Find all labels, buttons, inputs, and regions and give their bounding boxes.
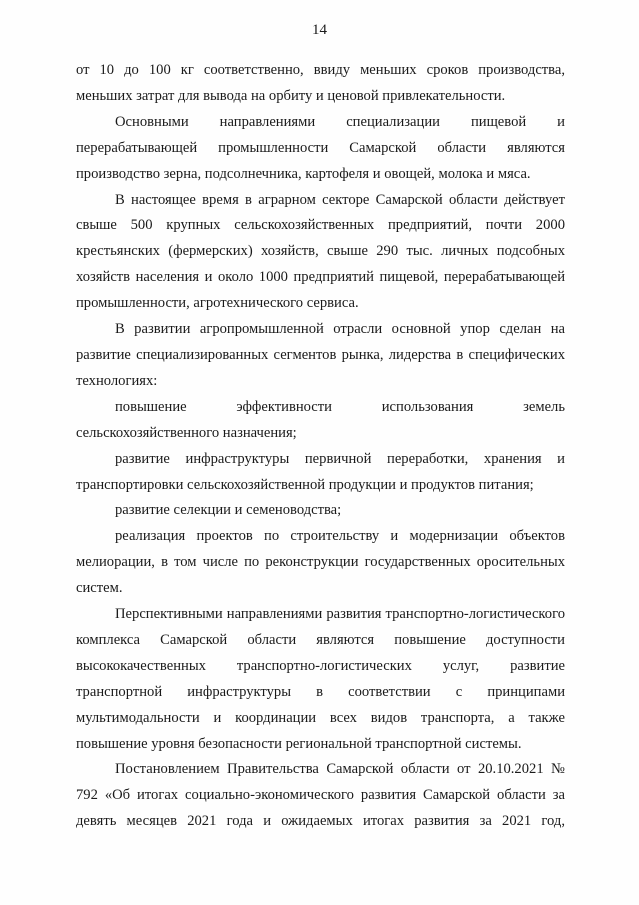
- list-item-infrastructure: развитие инфраструктуры первичной переработки, хранения и транспортировки сельскохозяйственной продукции и продуктов питания;: [76, 450, 565, 493]
- paragraph-government-decree: Постановлением Правительства Самарской области от 20.10.2021 № 792 «Об итогах социально-экономического развития Самарской области за девять месяцев 2021 года и ожидаемых итогах развития за 2021 год,: [76, 761, 565, 830]
- paragraph-agrarian-sector: В настоящее время в аграрном секторе Самарской области действует свыше 500 крупных сельскохозяйственных предприятий, почти 2000 крестьянских (фермерских) хозяйств, свыше 290 тыс. личных подсобных хозяйств населения и около 1000 предприятий пищевой, перерабатывающей промышленности, агротехнического сервиса.: [76, 191, 565, 312]
- list-item-melioration: реализация проектов по строительству и модернизации объектов мелиорации, в том числе по реконструкции государственных оросительных систем.: [76, 528, 565, 597]
- body-text: [76, 58, 565, 835]
- paragraph-orbit-continuation: от 10 до 100 кг соответственно, ввиду меньших сроков производства, меньших затрат для вывода на орбиту и ценовой привлекательности.: [76, 62, 565, 104]
- paragraph-agro-development: В развитии агропромышленной отрасли основной упор сделан на развитие специализированных сегментов рынка, лидерства в специфических технологиях:: [76, 321, 565, 389]
- list-item-land-efficiency: повышение эффективности использования земель сельскохозяйственного назначения;: [76, 398, 565, 441]
- paragraph-transport-logistics: Перспективными направлениями развития транспортно-логистического комплекса Самарской области являются повышение доступности высококачественных транспортно-логистических услуг, развитие транспортной инфраструктуры в соответствии с принципами мультимодальности и координации всех видов транспорта, а также повышение уровня безопасности региональной транспортной системы.: [76, 606, 565, 752]
- paragraph-food-industry: Основными направлениями специализации пищевой и перерабатывающей промышленности Самарской области являются производство зерна, подсолнечника, картофеля и овощей, молока и мяса.: [76, 113, 565, 182]
- page-number: 14: [312, 22, 327, 38]
- list-item-selection: развитие селекции и семеноводства;: [115, 502, 342, 519]
